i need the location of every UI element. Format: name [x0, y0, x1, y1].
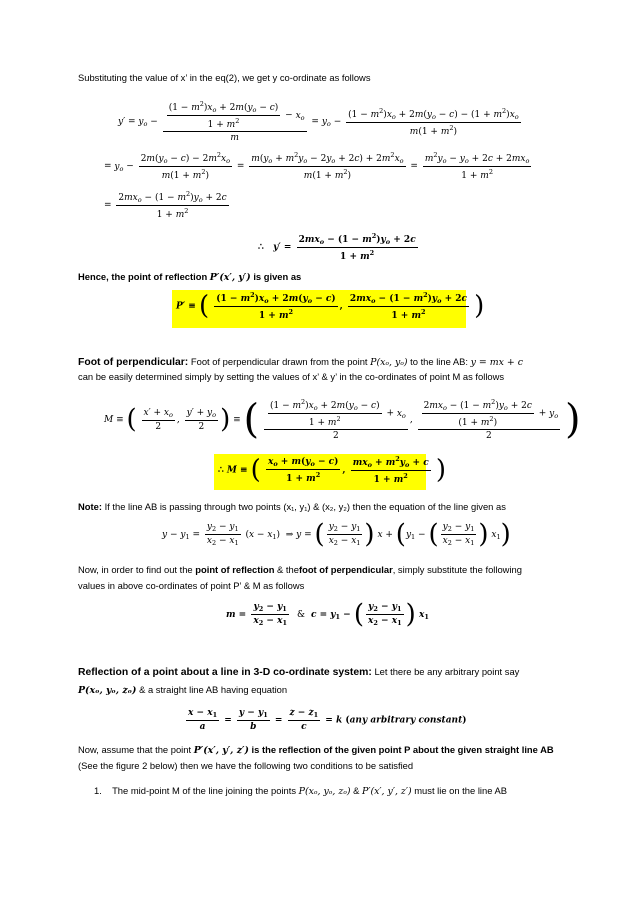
- reflection-3d-line-1: [78, 665, 519, 679]
- list-item-1-text-b: must lie on the line AB: [414, 785, 508, 796]
- foot-text-a: Foot of perpendicular drawn from the point: [190, 356, 368, 367]
- list-item-1-point-p: P(xₒ, yₒ, zₒ): [298, 786, 351, 797]
- reflection-3d-point: P(xₒ, yₒ, zₒ): [78, 685, 137, 696]
- reflection-3d-heading: Reflection of a point about a line in 3-D co-ordinate system:: [78, 667, 372, 678]
- foot-text-b: to the line AB:: [410, 356, 469, 367]
- hence-point: P′(x′, y′): [209, 272, 251, 283]
- equation-y-prime-2: = $y_o$ − $\frac{2m(y_o - c) - 2m^2x_o}{m(1 + m^2)}$ = $\frac{m(y_o + m^2y_o - 2y_o + 2c) + 2m^2x_o}{m(1 + m^2)}$ = $\frac{m^2y_o - y_o + 2c + 2mx_o}{1 + m^2}$: [104, 151, 530, 181]
- now-amp: &: [277, 564, 284, 575]
- reflection-3d-text-2: & a straight line AB having equation: [139, 684, 288, 695]
- equation-3d-line: $\frac{x - x_1}{a}$ = $\frac{y - y_1}{b}$ = $\frac{z - z_1}{c}$ = k (any arbitrary constant): [188, 708, 467, 732]
- note-label: Note:: [78, 501, 102, 512]
- foot-heading: Foot of perpendicular:: [78, 357, 189, 368]
- list-item-1-point-p-prime: P′(x′, y′, z′): [362, 786, 412, 797]
- hence-line: [78, 270, 301, 284]
- now-line-2: values in above co-ordinates of point P’ & M as follows: [78, 580, 305, 591]
- equation-m-point: M ≡ ( $\frac{x' + x_o}{2}$ , $\frac{y' + y_o}{2}$ ) ≡ ( $\frac{(1 - m^2)x_o + 2m(y_o - c)}{1 + m^2}$ + $x_o$ 2 , $\frac{2mx_o - (1 - m^2)y_o + 2c}{(1 + m^2)}$ + $y_o$ 2 ): [104, 396, 581, 443]
- list-item-1-amp: &: [353, 785, 360, 796]
- equation-reflection-point: P′ ≡ ( $\frac{(1 - m^2)x_o + 2m(y_o - c)}{1 + m^2}$ , $\frac{2mx_o - (1 - m^2)y_o + 2c}{1 + m^2}$ ): [176, 291, 485, 321]
- assume-text-a: Now, assume that the point: [78, 744, 192, 755]
- now-line-1: [78, 563, 522, 576]
- reflection-3d-text: Let there be any arbitrary point say: [374, 666, 520, 677]
- note-line: [78, 500, 506, 513]
- foot-line-1: [78, 355, 523, 369]
- intro-line: Substituting the value of x’ in the eq(2), we get y co-ordinate as follows: [78, 72, 371, 83]
- figure-reference-line: (See the figure 2 below) then we have the following two conditions to be satisfied: [78, 760, 414, 771]
- equation-m-and-c: m = $\frac{y_2 - y_1}{x_2 - x_1}$ & $c = y_1$ − ( $\frac{y_2 - y_1}{x_2 - x_1}$ ) $x_1$: [226, 599, 429, 630]
- list-item-1: [94, 784, 507, 798]
- hence-end: is given as: [253, 271, 302, 282]
- now-the: the: [285, 564, 299, 575]
- note-text: If the line AB is passing through two points (x₁, y₁) & (x₂, y₂) then the equation of the line given as: [104, 501, 506, 512]
- now-text-a: Now, in order to find out the: [78, 564, 193, 575]
- reflection-3d-line-2: [78, 683, 287, 697]
- foot-line-eq: y = mx + c: [470, 357, 523, 368]
- now-bold-2: foot of perpendicular: [298, 564, 393, 575]
- list-item-1-text-a: The mid-point M of the line joining the points: [112, 785, 297, 796]
- now-bold-1: point of reflection: [195, 564, 275, 575]
- equation-y-prime-3: = $\frac{2mx_o - (1 - m^2)y_o + 2c}{1 + m^2}$: [104, 190, 227, 220]
- hence-text: Hence, the point of reflection: [78, 271, 208, 282]
- foot-line-2: can be easily determined simply by setting the values of x’ & y’ in the co-ordinates of point M as follows: [78, 371, 505, 382]
- now-text-c: , simply substitute the following: [392, 564, 522, 575]
- assume-point: P′(x′, y′, z′): [193, 745, 249, 756]
- equation-y-prime-1: $y' = y_o$ − $\frac{(1 - m^2)x_o + 2m(y_o - c)}{1 + m^2}$ − $x_o$ m = $y_o$ − $\frac{(1 - m^2)x_o + 2m(y_o - c) - (1 + m^2)x_o}{m(1 + m^2)}$: [118, 100, 519, 143]
- assume-line: [78, 743, 554, 757]
- list-item-1-number: 1.: [94, 785, 102, 796]
- assume-text-b: is the reflection of the given point P about the given straight line AB: [251, 744, 554, 755]
- equation-y-prime-result: ∴ y′ = $\frac{2mx_o - (1 - m^2)y_o + 2c}{1 + m^2}$: [258, 232, 416, 262]
- equation-line-two-points: $y - y_1$ = $\frac{y_2 - y_1}{x_2 - x_1}$ $(x - x_1)$ ⇒ y = ( $\frac{y_2 - y_1}{x_2 - x_1}$ ) $x + (y_1$ − ( $\frac{y_2 - y_1}{x_2 - x_1}$ ) $x_1$): [162, 519, 511, 550]
- equation-foot-point: ∴ M ≡ ( $\frac{x_o + m(y_o - c)}{1 + m^2}$ , $\frac{mx_o + m^2y_o + c}{1 + m^2}$ ): [218, 455, 446, 485]
- foot-point: P(xₒ, yₒ): [370, 357, 408, 368]
